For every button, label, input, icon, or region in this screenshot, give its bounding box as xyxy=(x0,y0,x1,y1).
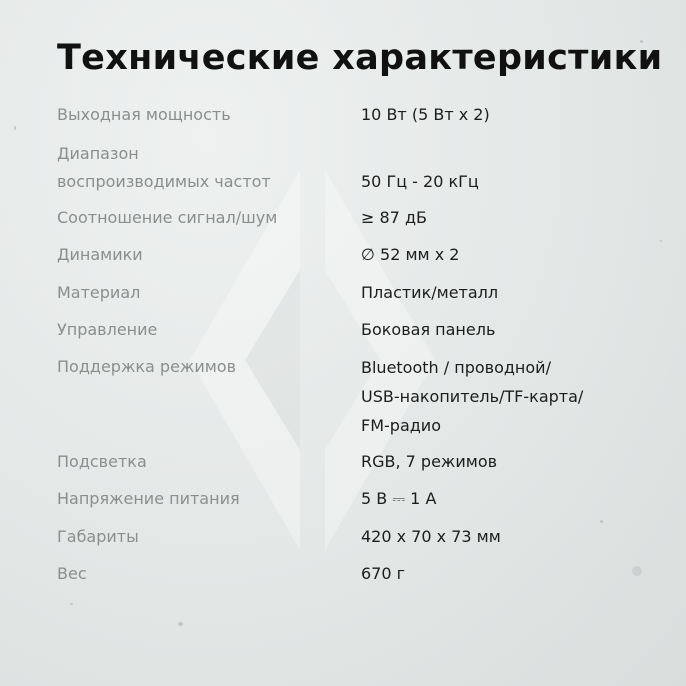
spec-value: 5 В ⎓ 1 А xyxy=(361,489,437,508)
texture-speck xyxy=(70,603,73,605)
spec-value: ∅ 52 мм x 2 xyxy=(361,245,460,264)
spec-label: Диапазон воспроизводимых частот xyxy=(57,144,271,191)
spec-label: Материал xyxy=(57,283,141,302)
spec-label: Поддержка режимов xyxy=(57,357,237,376)
spec-value: RGB, 7 режимов xyxy=(361,452,498,471)
spec-label: Габариты xyxy=(57,527,139,546)
spec-value: 670 г xyxy=(361,564,406,583)
texture-speck xyxy=(178,622,183,626)
texture-speck xyxy=(660,240,662,242)
texture-speck xyxy=(14,126,16,130)
spec-label: Управление xyxy=(57,320,158,339)
page-title: Технические характеристики xyxy=(57,38,663,78)
spec-value: Боковая панель xyxy=(361,320,496,339)
spec-value: Пластик/металл xyxy=(361,283,499,302)
spec-value: 50 Гц - 20 кГц xyxy=(361,172,479,191)
spec-value: ≥ 87 дБ xyxy=(361,208,427,227)
spec-label: Соотношение сигнал/шум xyxy=(57,208,278,227)
spec-label: Выходная мощность xyxy=(57,105,231,124)
spec-label: Динамики xyxy=(57,245,143,264)
spec-label: Напряжение питания xyxy=(57,489,240,508)
spec-value: 10 Вт (5 Вт x 2) xyxy=(361,105,490,124)
spec-label: Вес xyxy=(57,564,87,583)
spec-value: 420 x 70 x 73 мм xyxy=(361,527,501,546)
spec-value: Bluetooth / проводной/ USB-накопитель/TF-карта/ FM-радио xyxy=(361,358,584,435)
spec-label: Подсветка xyxy=(57,452,147,471)
